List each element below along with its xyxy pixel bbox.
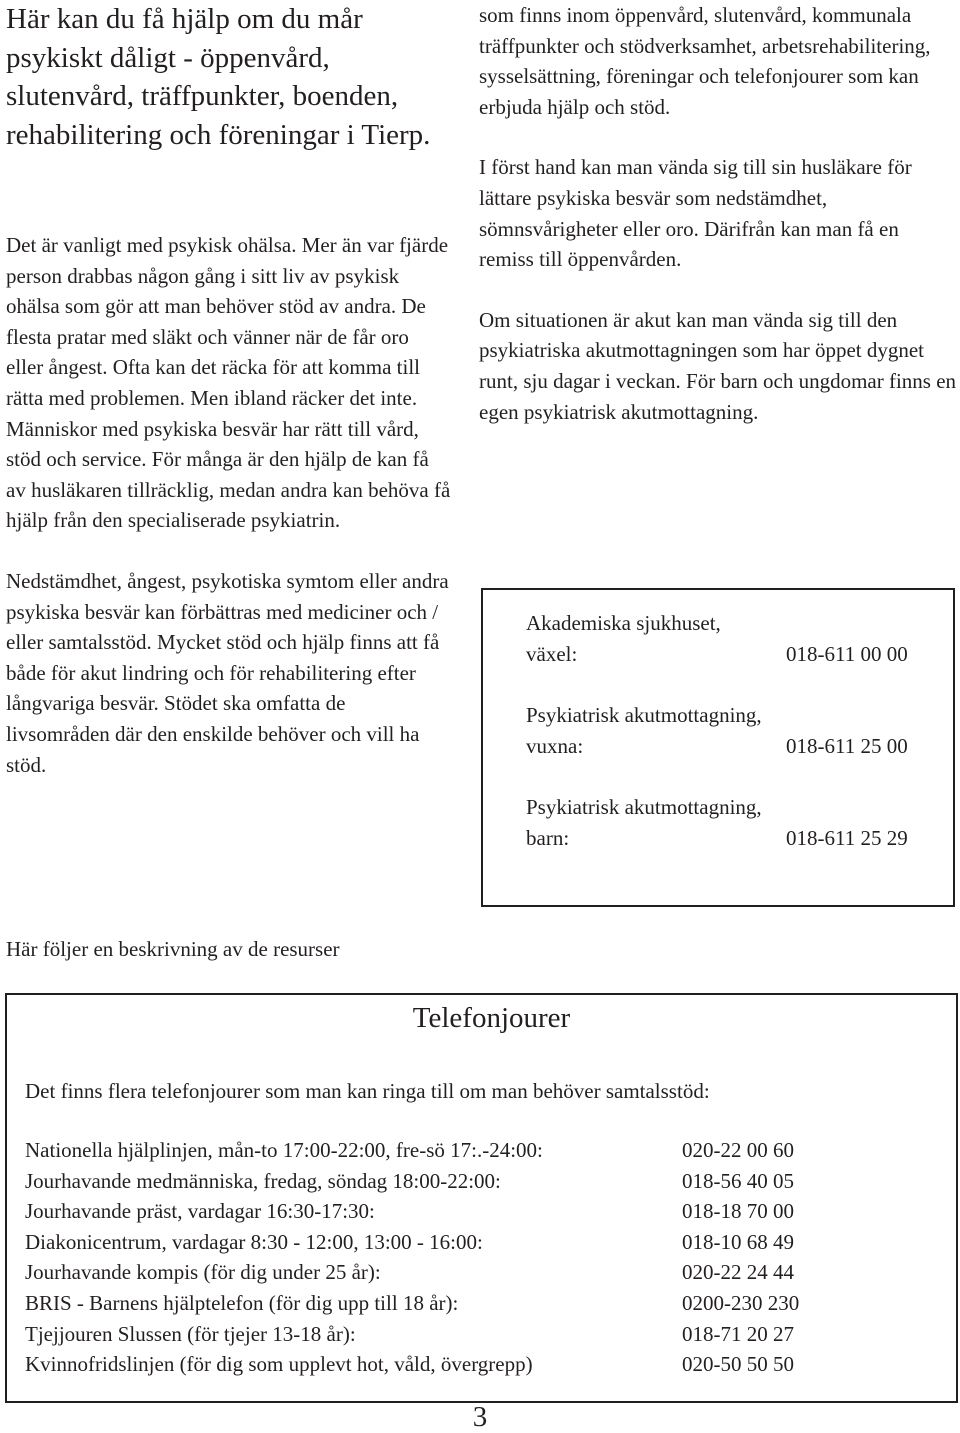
contact-label: barn: (526, 825, 570, 850)
hotline-label: BRIS - Barnens hjälptelefon (för dig upp till 18 år): (25, 1290, 459, 1315)
contact-number: 018-611 25 29 (786, 825, 908, 850)
left-column (6, 230, 451, 780)
telefonjourer-intro: Det finns flera telefonjourer som man kan ringa till om man behöver samtalsstöd: (25, 1079, 710, 1103)
list-item (25, 1166, 925, 1197)
hotline-label: Diakonicentrum, vardagar 8:30 - 12:00, 13:00 - 16:00: (25, 1229, 483, 1254)
list-item (25, 1227, 925, 1258)
contact-box (481, 588, 955, 907)
contact-title: Psykiatrisk akutmottagning, (526, 703, 762, 727)
paragraph: Det är vanligt med psykisk ohälsa. Mer än var fjärde person drabbas någon gång i sitt liv av psykisk ohälsa som gör att man behöver stöd av andra. De flesta pratar med släkt och vänner när de får oro eller ångest. Ofta kan det räcka för att komma till rätta med problemen. Men ibland räcker det inte. Människor med psykiska besvär har rätt till vård, stöd och service. För många är den hjälp de kan få av husläkaren tillräcklig, medan andra kan behöva få hjälp från den specialiserade psykiatrin. (6, 233, 451, 533)
contact-label: växel: (526, 641, 578, 666)
contact-number: 018-611 25 00 (786, 733, 908, 758)
list-item (25, 1135, 925, 1166)
paragraph: Om situationen är akut kan man vända sig till den psykiatriska akutmottagningen som har öppet dygnet runt, sju dagar i veckan. För barn och ungdomar finns en egen psykiatrisk akutmottagning. (479, 307, 957, 424)
resources-intro: Här följer en beskrivning av de resurser (6, 937, 340, 961)
telefonjourer-list (25, 1135, 925, 1380)
hotline-number: 020-22 24 44 (682, 1260, 794, 1285)
contact-entry (526, 700, 936, 761)
hotline-number: 020-22 00 60 (682, 1138, 794, 1162)
contact-title: Akademiska sjukhuset, (526, 611, 721, 635)
hotline-number: 018-10 68 49 (682, 1229, 794, 1254)
hotline-label: Jourhavande kompis (för dig under 25 år): (25, 1260, 381, 1285)
contact-title: Psykiatrisk akutmottagning, (526, 795, 762, 819)
telefonjourer-box (5, 993, 958, 1403)
contact-entry (526, 608, 936, 669)
hotline-label: Nationella hjälplinjen, mån-to 17:00-22:00, fre-sö 17:.-24:00: (25, 1138, 543, 1162)
hotline-label: Kvinnofridslinjen (för dig som upplevt hot, våld, övergrepp) (25, 1352, 533, 1377)
list-item (25, 1288, 925, 1319)
list-item (25, 1349, 925, 1380)
right-column (479, 0, 957, 427)
hotline-label: Tjejjouren Slussen (för tjejer 13-18 år): (25, 1321, 356, 1346)
list-item (25, 1257, 925, 1288)
telefonjourer-title: Telefonjourer (412, 1002, 571, 1034)
contact-label: vuxna: (526, 733, 584, 758)
hotline-number: 018-71 20 27 (682, 1321, 794, 1346)
contact-entry (526, 792, 936, 853)
hotline-number: 018-56 40 05 (682, 1168, 794, 1193)
list-item (25, 1319, 925, 1350)
list-item (25, 1196, 925, 1227)
hotline-number: 020-50 50 50 (682, 1352, 794, 1377)
page-heading: Här kan du få hjälp om du mår psykiskt dåligt - öppenvård, slutenvård, träffpunkter, boenden, rehabilitering och föreningar i Tierp. (6, 3, 431, 151)
paragraph: Nedstämdhet, ångest, psykotiska symtom eller andra psykiska besvär kan förbättras med mediciner och / eller samtalsstöd. Mycket stöd och hjälp finns att få både för akut lindring och för rehabilitering efter långvariga besvär. Stödet ska omfatta de livsområden där den enskilde behöver och vill ha stöd. (6, 568, 449, 777)
paragraph: I först hand kan man vända sig till sin husläkare för lättare psykiska besvär som nedstämdhet, sömnsvårigheter eller oro. Därifrån kan man få en remiss till öppenvården. (479, 155, 912, 272)
hotline-number: 0200-230 230 (682, 1290, 800, 1315)
hotline-label: Jourhavande medmänniska, fredag, söndag 18:00-22:00: (25, 1168, 501, 1193)
hotline-label: Jourhavande präst, vardagar 16:30-17:30: (25, 1199, 375, 1224)
contact-number: 018-611 00 00 (786, 641, 908, 666)
paragraph: som finns inom öppenvård, slutenvård, kommunala träffpunkter och stödverksamhet, arbetsrehabilitering, sysselsättning, föreningar och telefonjourer som kan erbjuda hjälp och stöd. (479, 3, 931, 119)
page-number: 3 (472, 1401, 488, 1433)
hotline-number: 018-18 70 00 (682, 1199, 794, 1224)
